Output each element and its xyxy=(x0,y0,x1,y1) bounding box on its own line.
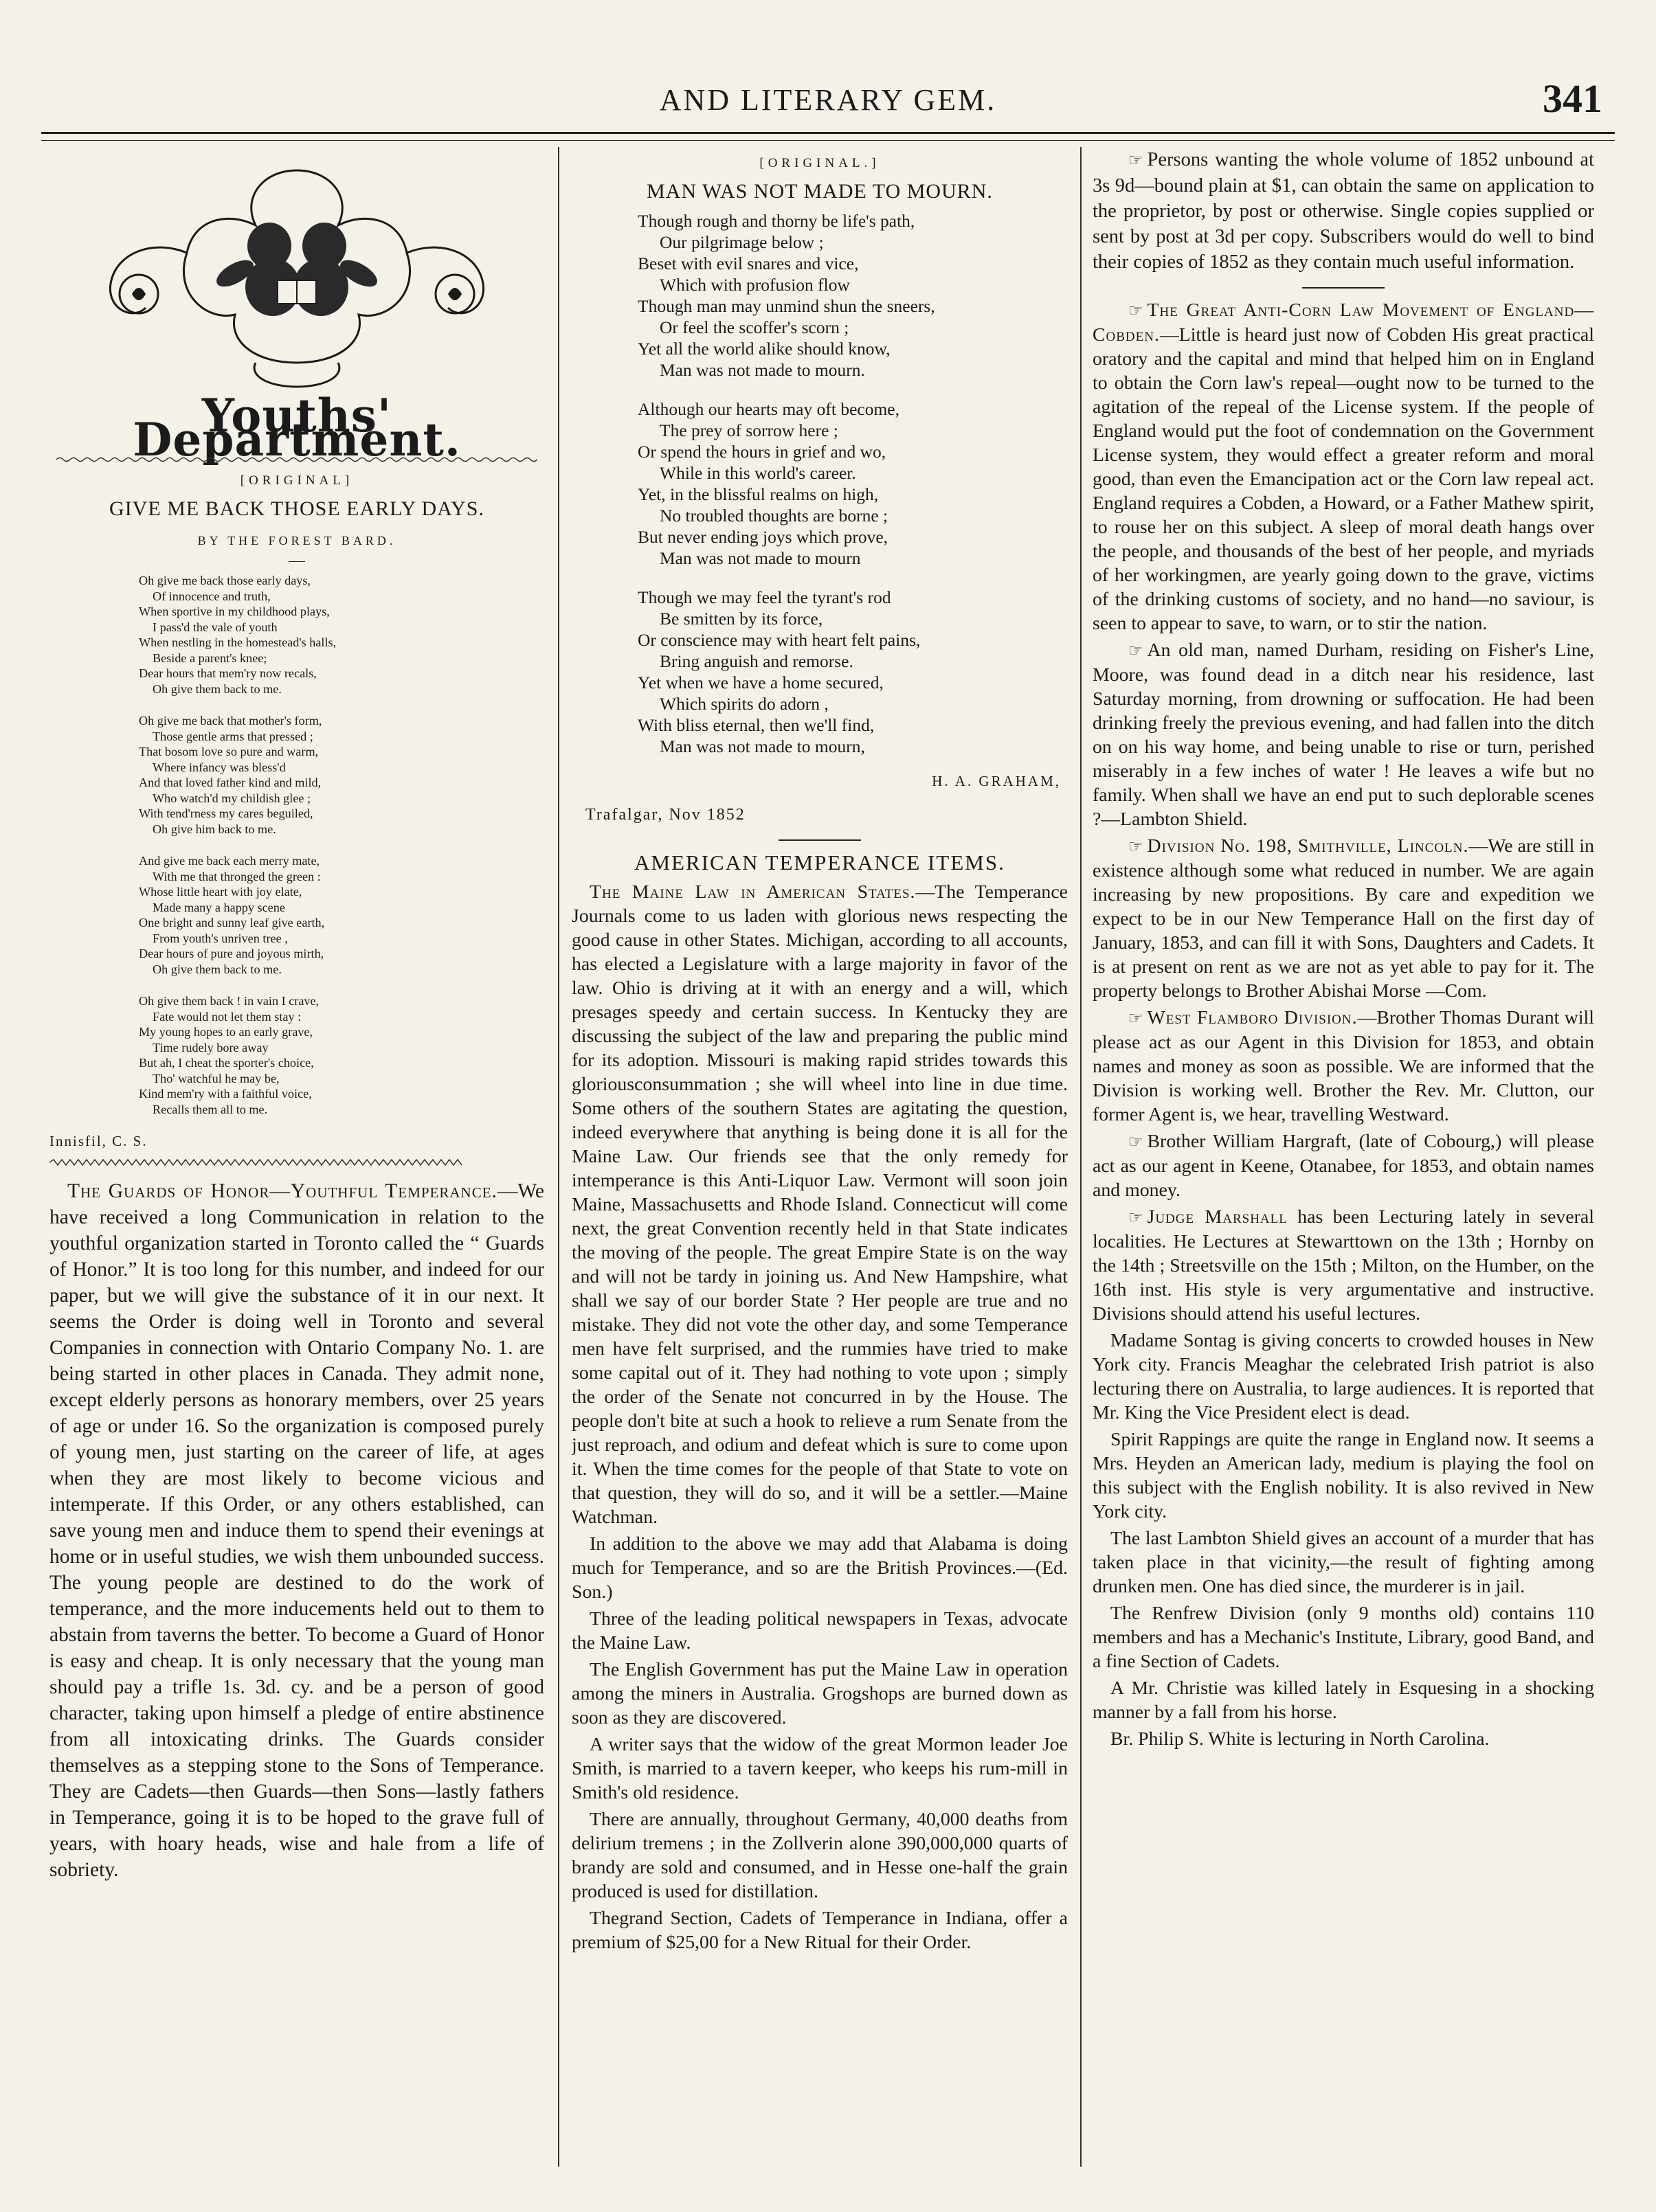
poem-line: Beside a parent's knee; xyxy=(153,651,267,665)
poem-line: Where infancy was bless'd xyxy=(153,760,286,774)
poem-line: Who watch'd my childish glee ; xyxy=(153,791,311,805)
poem-line: Which with profusion flow xyxy=(660,275,850,295)
pointing-hand-icon: ☞ xyxy=(1128,150,1143,170)
poem-line: Oh give them back to me. xyxy=(153,681,282,696)
cherubs-vignette-illustration xyxy=(91,157,503,390)
paragraph: The English Government has put the Maine Law in operation among the miners in Australia. Grogshops are burned down as soon as they are discovered. xyxy=(572,1659,1068,1728)
poem-line: Recalls them all to me. xyxy=(153,1102,268,1116)
poem-line: Bring anguish and remorse. xyxy=(660,651,853,671)
poem-line: Oh give them back ! in vain I crave, xyxy=(139,994,320,1008)
poem-line: I pass'd the vale of youth xyxy=(153,620,278,634)
short-rule xyxy=(289,561,305,562)
section-heading: AMERICAN TEMPERANCE ITEMS. xyxy=(634,850,1005,874)
poem-line: While in this world's career. xyxy=(660,463,856,483)
poem-signature: Innisfil, C. S. xyxy=(49,1133,148,1149)
poem-dateline: Trafalgar, Nov 1852 xyxy=(585,806,746,824)
poem-line: The prey of sorrow here ; xyxy=(660,420,838,440)
article-body: —We have received a long Communication in relation to the youthful organization started in Toronto called the “ Guards of Honor.” It is too long for this number, and indeed for our paper, but we will give the substance of it in our next. It seems the Order is doing well in Toronto and several Companies in connection with Ontario Company No. 1. are being started in other places in Canada. They admit none, except elderly persons as honorary members, over 25 years of age or under 16. So the organization is composed purely of young men, just starting on the career of life, at ages when they are most likely to become vicious and intemperate. If this Order, or any others established, can save young men and induce them to spend their evenings at home or in useful studies, we wish them unbounded success. The young people are destined to do the work of temperance, and the more inducements held out to them to abstain from taverns the better. To become a Guard of Honor is easy and cheap. It is only necessary that the young man should pay a trifle 1s. 3d. cy. and be a person of good character, taking upon himself a pledge of entire abstinence from all intoxicating drinks. The Guards consider themselves as a stepping stone to the Sons of Temperance. They are Cadets—then Guards—then Sons—lastly fathers in Temperance, going it is to be hoped to the grave full of years, with hoary heads, wise and hale from a life of sobriety. xyxy=(49,1180,544,1881)
paragraph: Thegrand Section, Cadets of Temperance in Indiana, offer a premium of $25,00 for a New Ritual for their Order. xyxy=(572,1908,1068,1953)
poem-line: One bright and sunny leaf give earth, xyxy=(139,916,325,929)
running-title: AND LITERARY GEM. xyxy=(659,83,997,117)
poem-line: Or spend the hours in grief and wo, xyxy=(638,442,886,462)
poem-stanza xyxy=(638,398,1068,569)
paragraph: A Mr. Christie was killed lately in Esquesing in a shocking manner by a fall from his horse. xyxy=(1093,1678,1594,1723)
department-title: Youths' Department. xyxy=(133,389,461,466)
poem-stanza xyxy=(638,587,1068,757)
article-body: Brother William Hargraft, (late of Cobourg,) will please act as our agent in Keene, Otanabee, for 1853, and obtain names and money. xyxy=(1093,1131,1594,1201)
poem-line: Man was not made to mourn xyxy=(660,548,861,568)
poem-line: When sportive in my childhood plays, xyxy=(139,605,330,618)
poem-title: MAN WAS NOT MADE TO MOURN. xyxy=(647,180,993,203)
article-west-flamboro xyxy=(1093,1006,1594,1127)
article-judge-marshall xyxy=(1093,1205,1594,1326)
poem-line: Dear hours of pure and joyous mirth, xyxy=(139,947,324,960)
header-rule xyxy=(41,132,1615,134)
poem-line: Though we may feel the tyrant's rod xyxy=(638,587,891,607)
poem-line: Or conscience may with heart felt pains, xyxy=(638,630,921,650)
poem-line: Man was not made to mourn, xyxy=(660,736,865,756)
column-2 xyxy=(572,147,1068,2167)
article-lead: Judge Marshall xyxy=(1147,1206,1288,1228)
pointing-hand-icon: ☞ xyxy=(1128,1008,1143,1028)
poem-line: With me that thronged the green : xyxy=(153,869,321,883)
poem-line: Or feel the scoffer's scorn ; xyxy=(660,317,849,337)
poem-line: From youth's unriven tree , xyxy=(153,931,288,945)
pointing-hand-icon: ☞ xyxy=(1128,641,1143,660)
poem-line: Man was not made to mourn. xyxy=(660,360,865,380)
poem-line: Though man may unmind shun the sneers, xyxy=(638,296,935,316)
paragraph: The Renfrew Division (only 9 months old) contains 110 members and has a Mechanic's Institute, Library, good Band, and a fine Section of Cadets. xyxy=(1093,1603,1594,1672)
paragraph: Three of the leading political newspapers in Texas, advocate the Maine Law. xyxy=(572,1608,1068,1654)
poem-line: That bosom love so pure and warm, xyxy=(139,745,319,758)
paragraph: A writer says that the widow of the great Mormon leader Joe Smith, is married to a tavern keeper, who keeps his rum-mill in Smith's old residence. xyxy=(572,1734,1068,1803)
poem-line: And give me back each merry mate, xyxy=(139,854,320,868)
column-1 xyxy=(49,147,544,2167)
article-lead: West Flamboro Division. xyxy=(1147,1007,1358,1028)
poem-line: Whose little heart with joy elate, xyxy=(139,885,302,899)
poem-line: With bliss eternal, then we'll find, xyxy=(638,715,875,735)
poem-line: Oh give me back those early days, xyxy=(139,574,311,587)
paragraph: The last Lambton Shield gives an account of a murder that has taken place in that vicinity,—the result of fighting among drunken men. One has died since, the murderer is in jail. xyxy=(1093,1528,1594,1597)
poem-line: My young hopes to an early grave, xyxy=(139,1025,313,1039)
poem-line: Which spirits do adorn , xyxy=(660,694,829,714)
article-body: —We are still in existence although some what reduced in number. We are again increasing by new propositions. By care and expedition we expect to be in our New Temperance Hall on the first day of January, 1853, and can fill it with Sons, Daughters and Cadets. It is at present on rent as we are not as yet able to pay for it. The property belongs to Brother Abishai Morse —Com. xyxy=(1093,835,1594,1002)
paragraph: In addition to the above we may add that Alabama is doing much for Temperance, and so are the British Provinces.—(Ed. Son.) xyxy=(572,1533,1068,1603)
article-cobden xyxy=(1093,298,1594,635)
poem-line: Time rudely bore away xyxy=(153,1040,269,1054)
article-body: —The Temperance Journals come to us laden with glorious news respecting the good cause in other States. Michigan, according to all accounts, has elected a Legislature with a large majority in favor of the law. Ohio is driving at it with an energy and a will, which presages speedy and certain success. In Kentucky they are discussing the subject of the law and preparing the public mind for its adoption. Missouri is making rapid strides towards this gloriousconsummation ; she will wheel into line in due time. Some others of the southern States are agitating the question, indeed everywhere that anything is being done it is all for the Maine Law. Our friends see that the only remedy for intemperance is this Anti-Liquor Law. Vermont will soon join Maine, Massachusetts and Rhode Island. Connecticut will come next, the great Convention recently held in that State indicates the moving of the people. The great Empire State is on the way and will not be tardy in joining us. And New Hampshire, what shall we say of our border State ? Her people are true and no mistake. They did not vote the other day, and some Temperance men have felt surprised, and the rummies have tried to make some capital out of it. They had nothing to vote upon ; simply the order of the Senate not concurred in by the House. The people don't bite at such a hook to relieve a rum Senate from the just reproach, and odium and defeat which is sure to come upon it. When the time comes for the people of that State to vote on that question, they will do so, and it will be a settler.—Maine Watchman. xyxy=(572,881,1068,1528)
poem-line: Kind mem'ry with a faithful voice, xyxy=(139,1087,312,1101)
ornamental-rule xyxy=(49,1159,544,1166)
poem-line: Made many a happy scene xyxy=(153,900,285,914)
poem-stanza xyxy=(139,573,544,697)
poem-line: With tend'rness my cares beguiled, xyxy=(139,806,313,820)
poem-line: Yet, in the blissful realms on high, xyxy=(638,484,879,504)
pointing-hand-icon: ☞ xyxy=(1128,301,1143,320)
paragraph-text: Persons wanting the whole volume of 1852 unbound at 3s 9d—bound plain at $1, can obtain the same on application to the proprietor, by post or otherwise. Single copies supplied or sent by post at 3d per copy. Subscribers would do well to bind their copies of 1852 as they contain much useful information. xyxy=(1093,149,1594,273)
pointing-hand-icon: ☞ xyxy=(1128,1208,1143,1227)
poem-stanza xyxy=(139,853,544,977)
poem-signature: H. A. GRAHAM, xyxy=(932,773,1061,789)
poem-stanza xyxy=(139,993,544,1117)
poem-line: Oh give me back that mother's form, xyxy=(139,714,322,727)
poem-byline: BY THE FOREST BARD. xyxy=(197,534,396,548)
article-guards-of-honor xyxy=(49,1178,544,1883)
poem-line: Fate would not let them stay : xyxy=(153,1009,302,1024)
poem-line: Of innocence and truth, xyxy=(153,589,271,603)
section-rule xyxy=(1302,287,1385,289)
article-body: —Brother Thomas Durant will please act as our Agent in this Division for 1853, and obtain names and money as soon as possible. We are informed that the Division is working well. Brother the Rev. Mr. Clutton, our former Agent is, we hear, travelling Westward. xyxy=(1093,1007,1594,1125)
poem-line: Dear hours that mem'ry now recals, xyxy=(139,666,317,680)
article-hargraft xyxy=(1093,1129,1594,1202)
poem-line: Oh give him back to me. xyxy=(153,822,276,836)
poem-title: GIVE ME BACK THOSE EARLY DAYS. xyxy=(109,497,484,520)
poem-line: Though rough and thorny be life's path, xyxy=(638,211,915,231)
poem-line: Tho' watchful he may be, xyxy=(153,1071,280,1085)
poem-line: No troubled thoughts are borne ; xyxy=(660,506,888,526)
poem-line: Our pilgrimage below ; xyxy=(660,232,824,252)
pointing-hand-icon: ☞ xyxy=(1128,1132,1143,1151)
paragraph: Spirit Rappings are quite the range in England now. It seems a Mrs. Heyden an American lady, medium is playing the fool on this subject with the English nobility. It is also revived in New York city. xyxy=(1093,1429,1594,1522)
poem-line: Yet all the world alike should know, xyxy=(638,339,891,359)
paragraph: Madame Sontag is giving concerts to crowded houses in New York city. Francis Meaghar the celebrated Irish patriot is also lecturing there on Australia, to large audiences. It is reported that Mr. King the Vice President elect is dead. xyxy=(1093,1330,1594,1423)
paragraph: There are annually, throughout Germany, 40,000 deaths from delirium tremens ; in the Zollverin alone 390,000,000 quarts of brandy are sold and consumed, and in Hesse one-half the grain produced is used for distillation. xyxy=(572,1809,1068,1902)
column-divider xyxy=(558,147,559,2167)
poem-line: But never ending joys which prove, xyxy=(638,527,888,547)
article-lead: The Guards of Honor—Youthful Temperance. xyxy=(67,1180,497,1202)
poem-stanza xyxy=(638,210,1068,381)
poem-line: Although our hearts may oft become, xyxy=(638,399,899,419)
column-3 xyxy=(1093,147,1594,2167)
poem-line: But ah, I cheat the sporter's choice, xyxy=(139,1056,314,1070)
article-durham xyxy=(1093,638,1594,831)
article-body: An old man, named Durham, residing on Fisher's Line, Moore, was found dead in a ditch near his residence, last Saturday morning, from drowning or suffocation. He had been drinking freely the previous evening, and had fallen into the ditch on on his way home, and being unable to rise or turn, perished miserably in a few inches of water ! He leaves a wife but no family. When shall we have an end put to such deplorable scenes ?—Lambton Shield. xyxy=(1093,640,1594,830)
page-number: 341 xyxy=(1543,76,1602,121)
pointing-hand-icon: ☞ xyxy=(1128,837,1143,856)
article-maine-law xyxy=(572,880,1068,1529)
poem-line: Those gentle arms that pressed ; xyxy=(153,729,313,743)
poem-stanza xyxy=(139,713,544,837)
paragraph: Br. Philip S. White is lecturing in North Carolina. xyxy=(1110,1728,1490,1750)
article-lead: The Maine Law in American States. xyxy=(590,881,916,903)
article-lead: The Great Anti-Corn Law Movement of England—Cobden. xyxy=(1093,300,1594,346)
original-tag: [ORIGINAL.] xyxy=(759,156,880,170)
column-divider xyxy=(1080,147,1082,2167)
notice-volume xyxy=(1093,147,1594,275)
poem-line: Oh give them back to me. xyxy=(153,962,282,976)
article-body: —Little is heard just now of Cobden His great practical oratory and the capital and mind that helped him on in England to obtain the Corn law's repeal—ought now to be turned to the agitation of the repeal of the License system. If the people of England would put the foot of condemnation on the Government License system, they would effect a greater reform and moral good, than even the Emancipation act or the Corn law repeal act. England requires a Cobden, a Howard, or a Father Mathew spirit, to rouse her on this subject. A sleep of moral death hangs over the people, and thousands of the best of her people, and myriads of her workingmen, are yearly going down to the grave, victims of the drinking customs of society, and no hand—no saviour, is seen to appear to save, to warn, or to stir the nation. xyxy=(1093,324,1594,634)
running-header xyxy=(0,76,1656,124)
section-rule xyxy=(779,839,861,841)
poem-line: Beset with evil snares and vice, xyxy=(638,253,859,273)
poem-line: When nestling in the homestead's halls, xyxy=(139,635,337,649)
original-tag: [ORIGINAL] xyxy=(240,473,354,488)
header-rule-thin xyxy=(41,140,1615,141)
article-body: has been Lecturing lately in several localities. He Lectures at Stewarttown on the 13th ; Hornby on the 14th ; Streetsville on the 15th ; Milton, on the Humber, on the 16th inst. His style is very argumentative and instructive. Divisions should attend his useful lectures. xyxy=(1093,1206,1594,1324)
article-division-198 xyxy=(1093,834,1594,1003)
poem-line: Be smitten by its force, xyxy=(660,609,823,629)
article-lead: Division No. 198, Smithville, Lincoln. xyxy=(1147,835,1469,857)
poem-line: Yet when we have a home secured, xyxy=(638,673,884,692)
poem-line: And that loved father kind and mild, xyxy=(139,776,322,789)
